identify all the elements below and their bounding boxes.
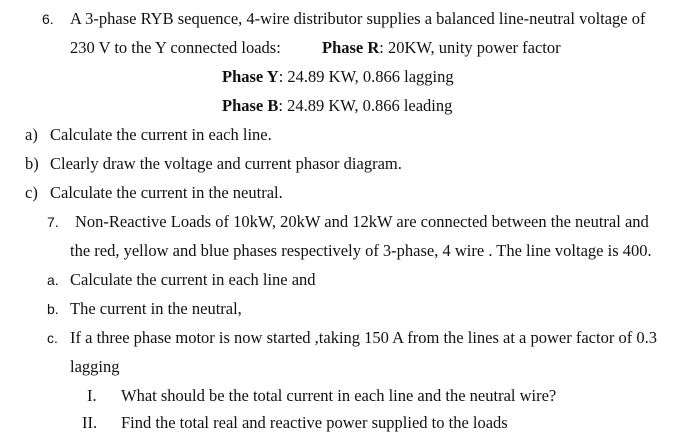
- q7-part-a-marker: a.: [47, 272, 59, 288]
- phase-y-spec: [222, 67, 454, 87]
- question-7-line-2: the red, yellow and blue phases respectively of 3-phase, 4 wire . The line voltage is 400.: [70, 241, 652, 260]
- q6-part-b-text: Clearly draw the voltage and current phasor diagram.: [50, 154, 402, 173]
- phase-r-value: : 20KW, unity power factor: [379, 38, 561, 57]
- q7-part-c-continuation: lagging: [70, 357, 120, 376]
- question-6-line-1: A 3-phase RYB sequence, 4-wire distributor supplies a balanced line-neutral voltage of: [70, 9, 646, 28]
- q7-sub-i-text: What should be the total current in each line and the neutral wire?: [121, 386, 557, 405]
- q6-part-b-marker: b): [25, 154, 39, 173]
- phase-y-label: Phase Y: [222, 67, 279, 86]
- phase-b-label: Phase B: [222, 96, 279, 115]
- q6-part-c-text: Calculate the current in the neutral.: [50, 183, 283, 202]
- q7-part-b-text: The current in the neutral,: [70, 299, 242, 318]
- q6-part-c-marker: c): [25, 183, 38, 202]
- q6-part-a-text: Calculate the current in each line.: [50, 125, 272, 144]
- phase-r-label: Phase R: [322, 38, 380, 57]
- phase-b-spec: [222, 96, 452, 116]
- question-7-number: 7.: [47, 214, 59, 230]
- q7-part-b-marker: b.: [47, 301, 59, 317]
- q7-sub-ii-marker: II.: [82, 413, 98, 432]
- q7-part-a-text: Calculate the current in each line and: [70, 270, 316, 289]
- q7-sub-i-marker: I.: [87, 386, 97, 405]
- phase-b-value: : 24.89 KW, 0.866 leading: [278, 96, 453, 115]
- q6-part-a-marker: a): [25, 125, 38, 144]
- question-6-line-2: 230 V to the Y connected loads:: [70, 38, 281, 57]
- q7-sub-ii-text: Find the total real and reactive power supplied to the loads: [121, 413, 508, 432]
- question-6-number: 6.: [42, 11, 54, 27]
- phase-y-value: : 24.89 KW, 0.866 lagging: [278, 67, 454, 86]
- q7-part-c-text: If a three phase motor is now started ,taking 150 A from the lines at a power factor of 0.3: [70, 328, 657, 347]
- question-7-line-1: Non-Reactive Loads of 10kW, 20kW and 12kW are connected between the neutral and: [75, 212, 649, 231]
- q7-part-c-marker: c.: [47, 330, 58, 346]
- phase-r-spec: [322, 38, 561, 58]
